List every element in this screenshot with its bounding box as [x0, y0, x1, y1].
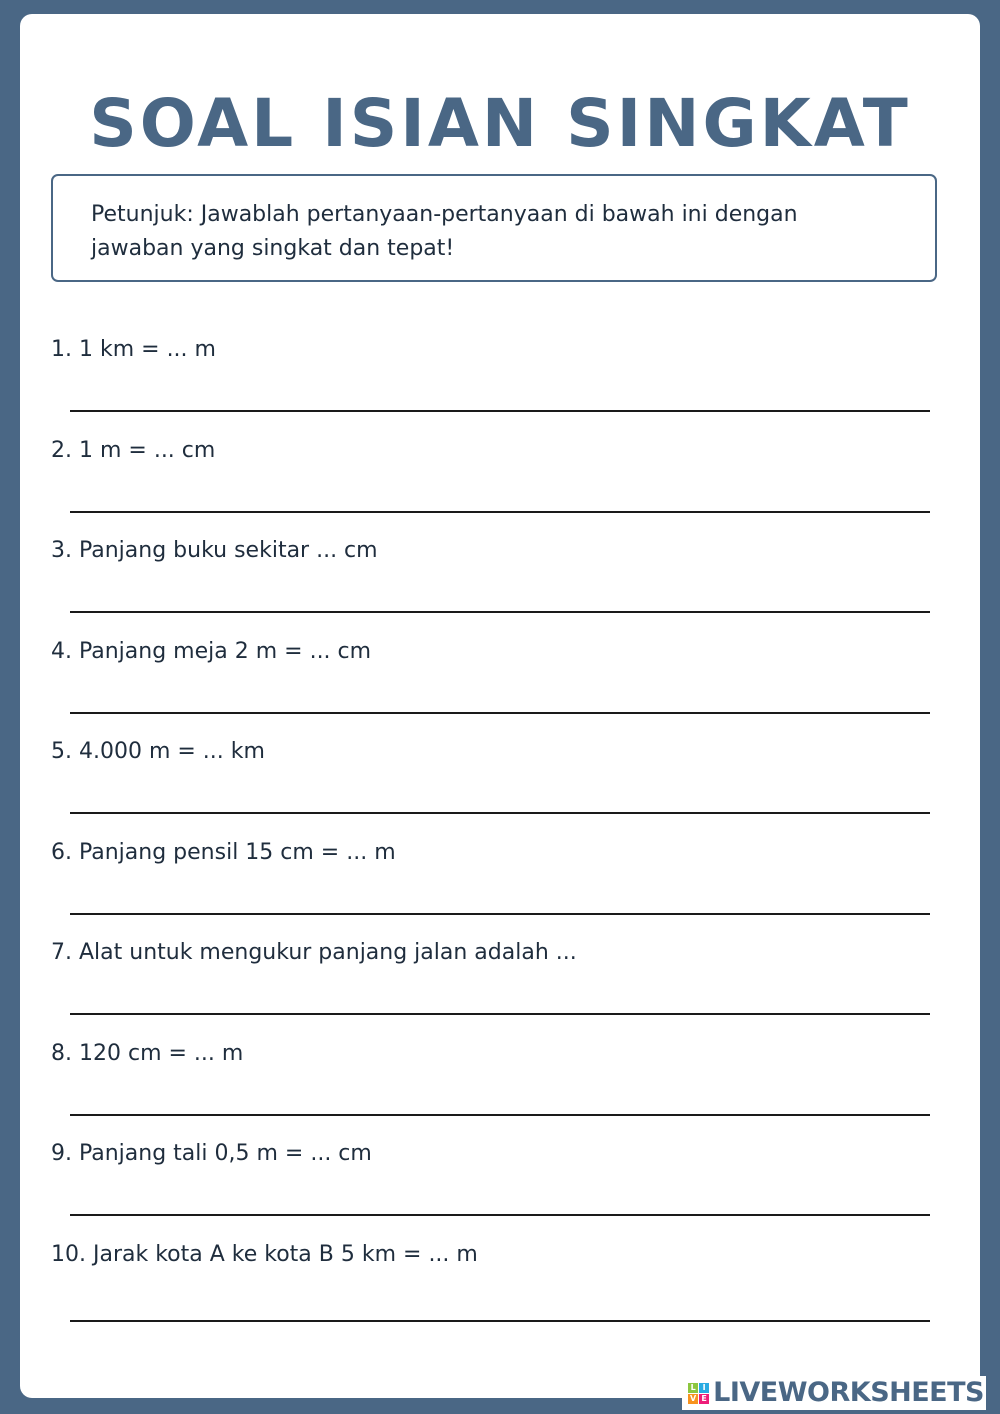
brand-name: LIVEWORKSHEETS [713, 1377, 984, 1408]
answer-line-1[interactable] [70, 410, 930, 412]
answer-line-4[interactable] [70, 712, 930, 714]
answer-line-7[interactable] [70, 1013, 930, 1015]
question-8: 8. 120 cm = ... m [51, 1041, 244, 1066]
question-5: 5. 4.000 m = ... km [51, 739, 265, 764]
question-10: 10. Jarak kota A ke kota B 5 km = ... m [51, 1242, 478, 1267]
answer-line-5[interactable] [70, 812, 930, 814]
worksheet-title: SOAL ISIAN SINGKAT [89, 85, 911, 162]
logo-tile-e: E [699, 1394, 709, 1404]
liveworksheets-brand[interactable] [682, 1376, 986, 1410]
instruction-text: Petunjuk: Jawablah pertanyaan-pertanyaan di bawah ini dengan jawaban yang singkat dan tepat! [91, 202, 798, 261]
question-6: 6. Panjang pensil 15 cm = ... m [51, 840, 396, 865]
logo-tile-l: L [688, 1383, 698, 1393]
answer-line-2[interactable] [70, 511, 930, 513]
answer-line-8[interactable] [70, 1114, 930, 1116]
question-2: 2. 1 m = ... cm [51, 438, 216, 463]
question-9: 9. Panjang tali 0,5 m = ... cm [51, 1141, 372, 1166]
answer-line-6[interactable] [70, 913, 930, 915]
answer-line-3[interactable] [70, 611, 930, 613]
question-1: 1. 1 km = ... m [51, 337, 216, 362]
worksheet-page [20, 14, 980, 1398]
question-7: 7. Alat untuk mengukur panjang jalan adalah ... [51, 940, 577, 965]
answer-line-9[interactable] [70, 1214, 930, 1216]
instruction-box [51, 174, 937, 282]
logo-tile-i: I [699, 1383, 709, 1393]
answer-line-10[interactable] [70, 1320, 930, 1322]
question-4: 4. Panjang meja 2 m = ... cm [51, 639, 372, 664]
liveworksheets-logo-icon [688, 1383, 709, 1404]
logo-tile-v: V [690, 1393, 697, 1403]
question-3: 3. Panjang buku sekitar ... cm [51, 538, 378, 563]
